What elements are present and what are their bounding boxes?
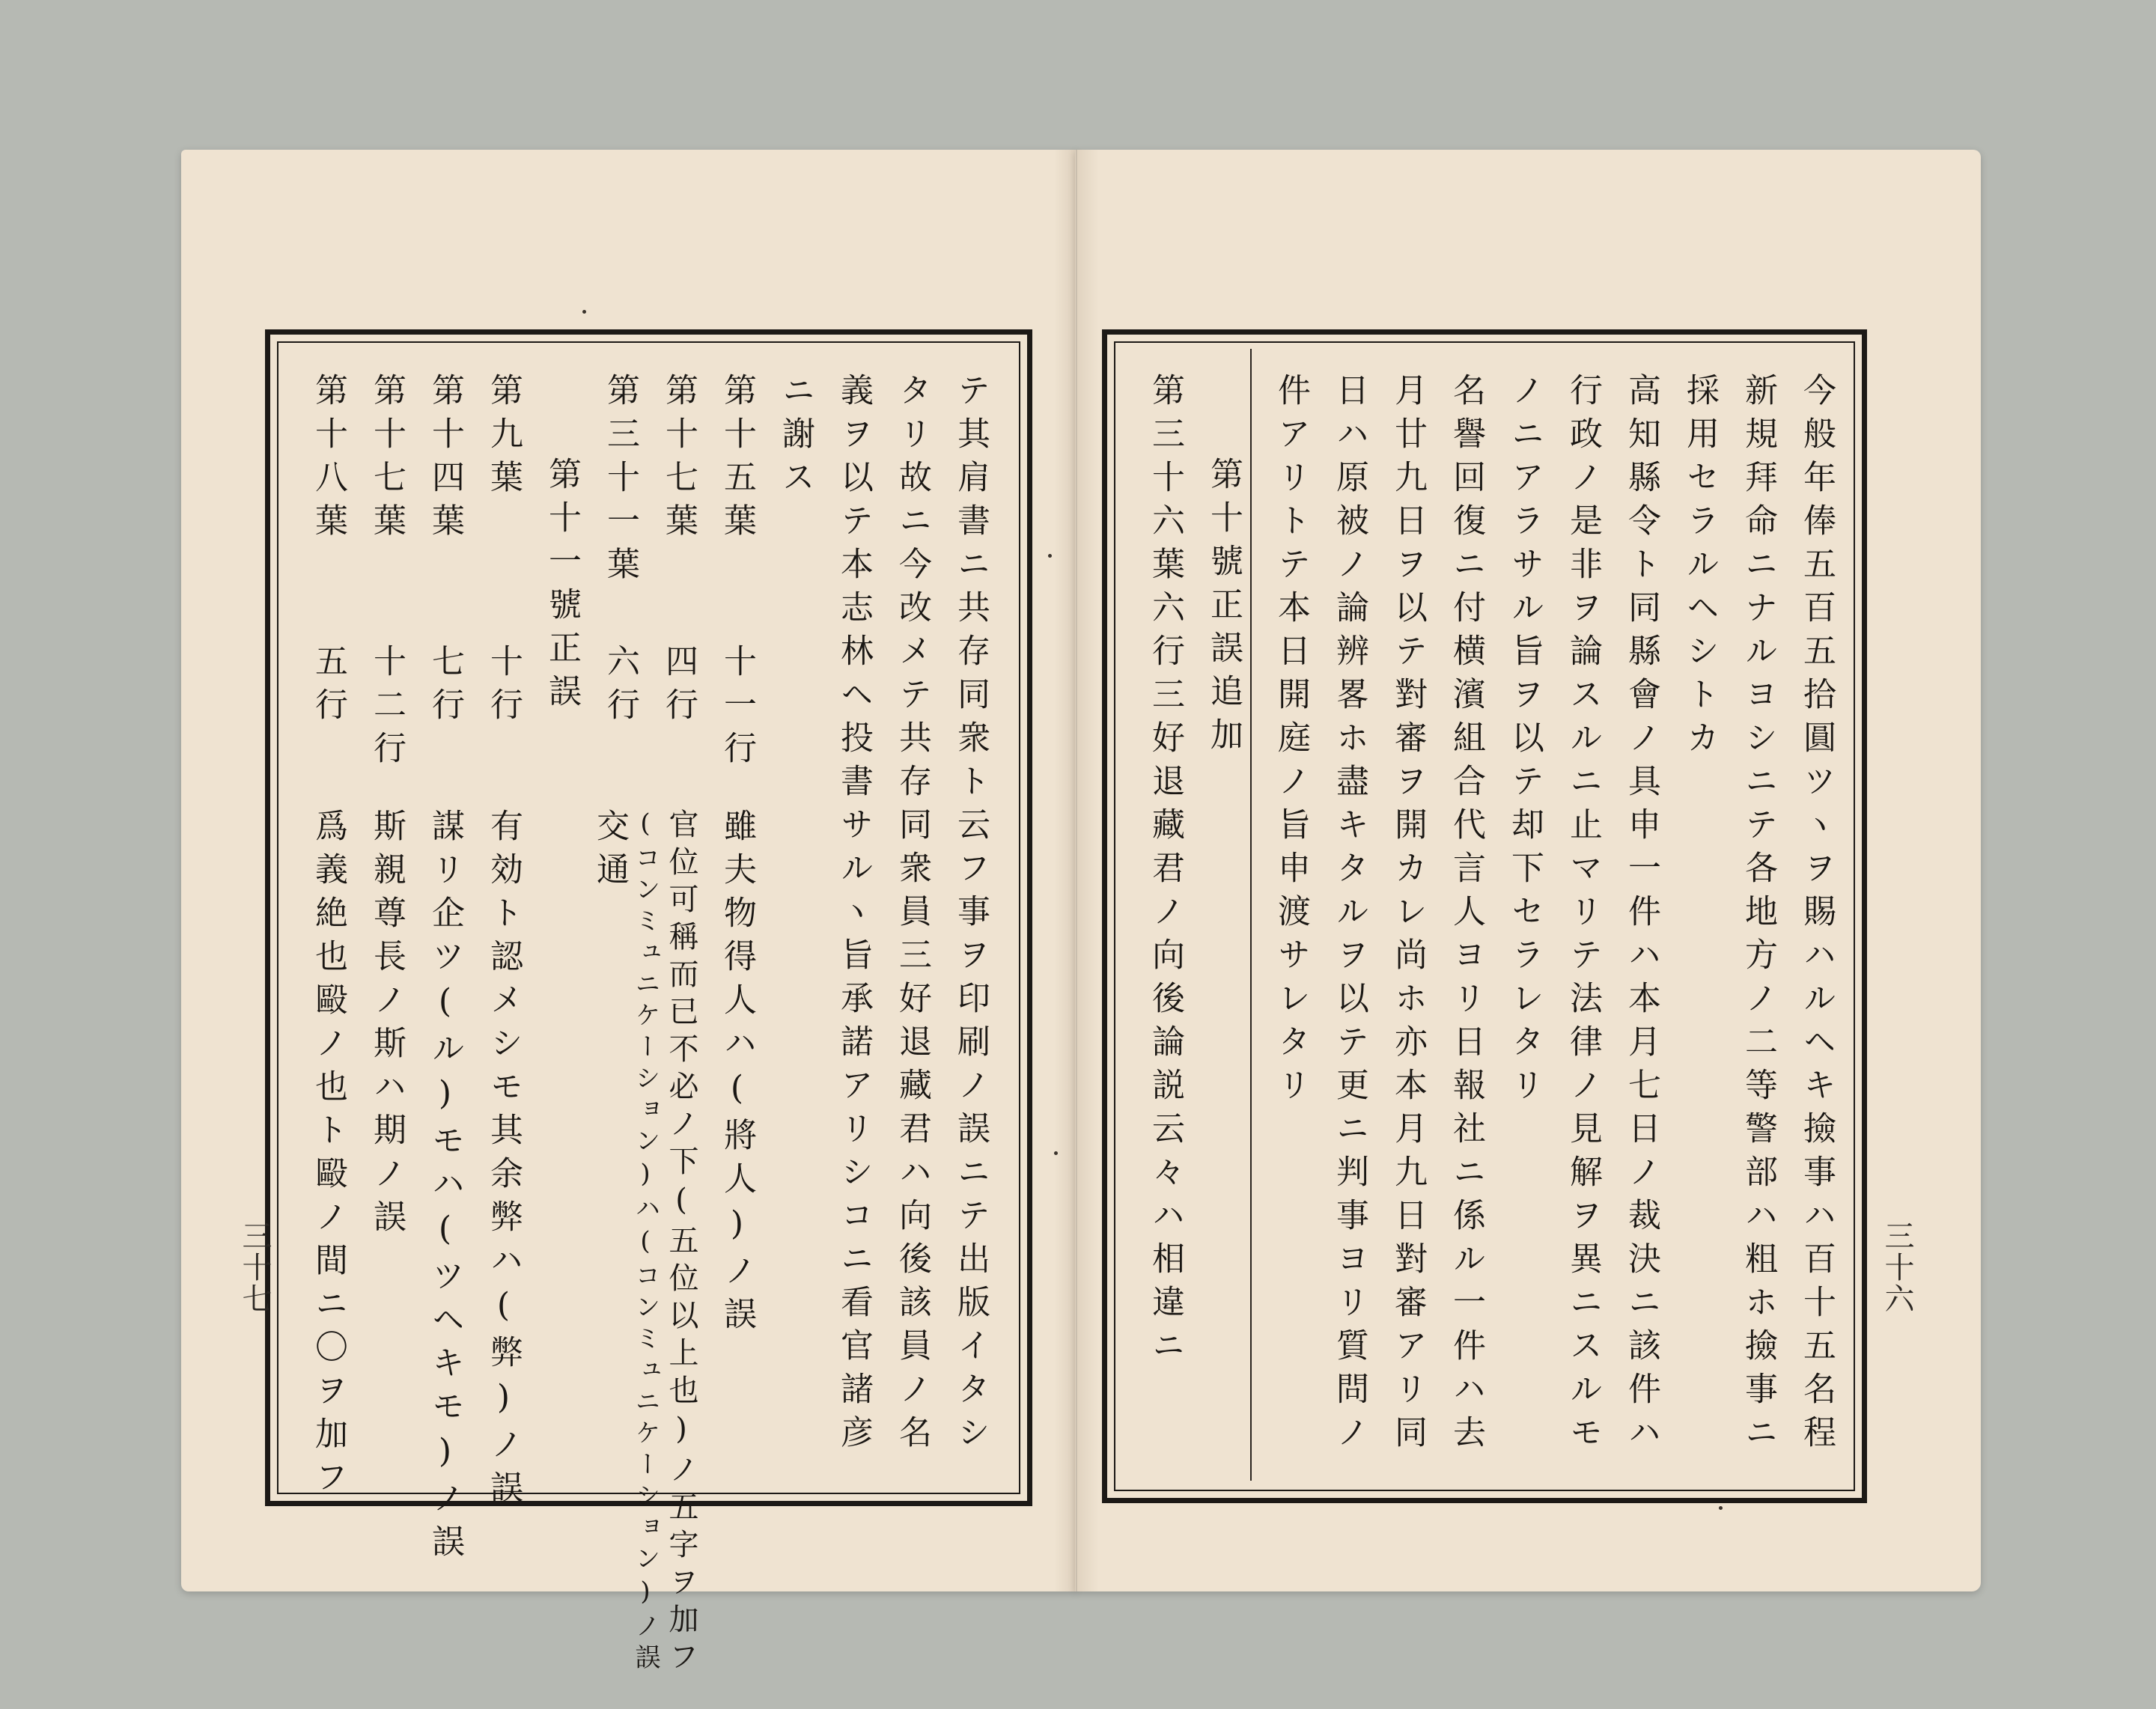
left-errata2-line-3: 十二行	[368, 644, 406, 774]
left-continued-column-1: テ其肩書ニ共存同衆ト云フ事ヲ印刷ノ誤ニテ出版イタシ	[951, 373, 990, 1458]
left-errata2-text-4: 爲義絶也毆ノ也ト毆ノ間ニ〇ヲ加フ	[309, 808, 347, 1503]
left-errata2-leaf-4: 第十八葉	[309, 373, 347, 546]
right-body-column-2: 新規拜命ニナルヨシニテ各地方ノ二等警部ハ粗ホ撿事ニ	[1739, 373, 1777, 1458]
book-gutter	[1054, 150, 1099, 1591]
right-column-divider	[1250, 349, 1252, 1481]
left-errata-line-2: 四行	[660, 644, 698, 731]
left-errata2-line-4: 五行	[309, 644, 347, 731]
left-errata-text-3: (コンミュニケーション)ハ(コンミュニケーション)ノ誤	[630, 808, 660, 1675]
right-errata-title: 第十號正誤追加	[1205, 457, 1243, 761]
left-errata-leaf-1: 第十五葉	[718, 373, 756, 546]
left-continued-column-3: 義ヲ以テ本志林ヘ投書サルヽ旨承諾アリシコニ看官諸彦	[835, 373, 873, 1458]
left-errata-leaf-4: 第三十一葉	[601, 373, 639, 590]
ink-speck	[1719, 1506, 1723, 1510]
left-continued-column-4: ニ謝ス	[776, 373, 814, 503]
left-errata-leaf-2: 第十七葉	[660, 373, 698, 546]
right-body-column-5: 行政ノ是非ヲ論スルニ止マリテ法律ノ見解ヲ異ニスルモ	[1564, 373, 1602, 1458]
left-errata2-line-1: 十行	[484, 644, 523, 731]
ink-speck	[582, 310, 586, 314]
left-errata2-line-2: 七行	[426, 644, 464, 731]
left-errata-title: 第十一號正誤	[543, 457, 581, 717]
left-errata2-leaf-2: 第十四葉	[426, 373, 464, 546]
right-body-column-3: 採用セラルヘシトカ	[1681, 373, 1719, 764]
left-errata2-text-1: 有効ト認メシモ其余弊ハ(弊)ノ誤	[484, 808, 523, 1514]
left-errata-line-1: 十一行	[718, 644, 756, 774]
right-errata-line: 第三十六葉六行三好退藏君ノ向後論説云々ハ相違ニ	[1146, 373, 1184, 1371]
left-folio-number: 三十七	[237, 1220, 272, 1315]
right-folio-number: 三十六	[1880, 1220, 1914, 1315]
left-errata2-leaf-3: 第十七葉	[368, 373, 406, 546]
left-errata2-leaf-1: 第九葉	[484, 373, 523, 503]
ink-speck	[1054, 1151, 1058, 1155]
left-errata2-text-2: 謀リ企ツ(ル)モハ(ツヘキモ)ノ誤	[426, 808, 464, 1568]
left-continued-column-2: タリ故ニ今改メテ共存同衆員三好退藏君ハ向後該員ノ名	[893, 373, 931, 1458]
right-body-column-7: 名譽回復ニ付横濱組合代言人ヨリ日報社ニ係ル一件ハ去	[1447, 373, 1485, 1458]
left-errata2-text-3: 斯親尊長ノ斯ハ期ノ誤	[368, 808, 406, 1243]
left-errata-text-2: 官位可稱而已不必ノ下(五位以上也)ノ五字ヲ加フ	[664, 808, 698, 1678]
right-body-column-9: 日ハ原被ノ論辨畧ホ盡キタルヲ以テ更ニ判事ヨリ質問ノ	[1330, 373, 1368, 1458]
left-errata-line-4: 六行	[601, 644, 639, 731]
right-body-column-4: 高知縣令ト同縣會ノ具申一件ハ本月七日ノ裁決ニ該件ハ	[1622, 373, 1660, 1458]
right-body-column-10: 件アリトテ本日開庭ノ旨申渡サレタリ	[1272, 373, 1310, 1111]
right-body-column-6: ノニアラサル旨ヲ以テ却下セラレタリ	[1505, 373, 1544, 1111]
ink-speck	[1048, 554, 1052, 558]
left-errata-text-1: 雖夫物得人ハ(將人)ノ誤	[718, 808, 756, 1340]
right-body-column-8: 月廿九日ヲ以テ對審ヲ開カレ尚ホ亦本月九日對審アリ同	[1389, 373, 1427, 1458]
left-errata-text-4: 交通	[591, 808, 629, 895]
right-body-column-1: 今般年俸五百五拾圓ツヽヲ賜ハルヘキ撿事ハ百十五名程	[1797, 373, 1836, 1458]
